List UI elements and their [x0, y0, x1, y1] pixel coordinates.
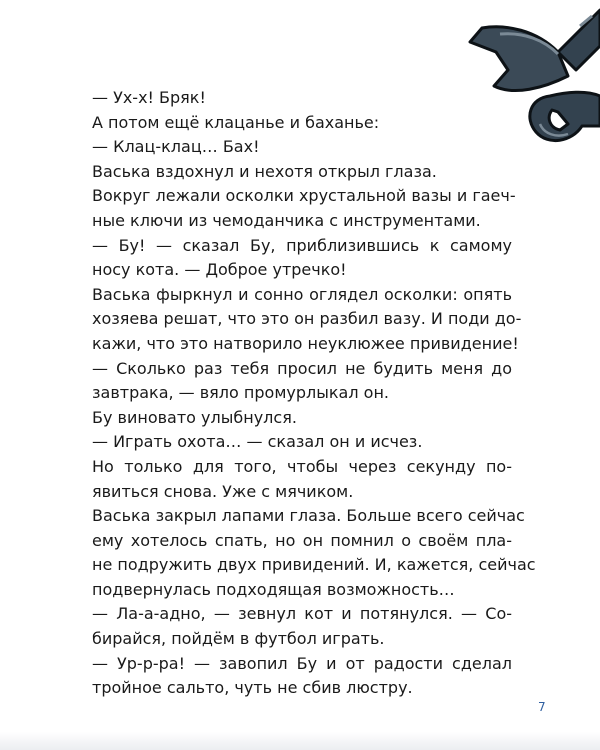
- text-line: завтрака, — вяло промурлыкал он.: [92, 383, 389, 403]
- page-bottom-edge: [0, 732, 600, 750]
- text-line: ные ключи из чемоданчика с инструментами.: [92, 210, 481, 230]
- text-line: Васька фыркнул и сонно оглядел осколки: опять: [92, 284, 512, 304]
- text-line: — Играть охота… — сказал он и исчез.: [92, 432, 423, 452]
- text-line: носу кота. — Доброе утречко!: [92, 260, 347, 280]
- text-line: Но только для того, чтобы через секунду по-: [92, 456, 512, 476]
- text-line: — Клац-клац… Бах!: [92, 137, 260, 157]
- text-line: кажи, что это натворило неуклюжее привидение!: [92, 333, 519, 353]
- text-line: — Бу! — сказал Бу, приблизившись к самому: [92, 235, 512, 255]
- text-line: — Ур-р-ра! — завопил Бу и от радости сделал: [92, 653, 512, 673]
- story-text: [92, 86, 536, 701]
- text-line: бирайся, пойдём в футбол играть.: [92, 629, 385, 649]
- text-line: — Ла-а-адно, — зевнул кот и потянулся. — Со-: [92, 604, 512, 624]
- text-line: ему хотелось спать, но он помнил о своём пла-: [92, 530, 512, 550]
- text-line: не подружить двух привидений. И, кажется, сейчас: [92, 555, 536, 575]
- text-line: подвернулась подходящая возможность…: [92, 579, 455, 599]
- text-line: — Ух-х! Бряк!: [92, 88, 206, 107]
- text-line: тройное сальто, чуть не сбив люстру.: [92, 678, 413, 698]
- text-line: — Сколько раз тебя просил не будить меня до: [92, 358, 512, 378]
- text-line: Васька вздохнул и нехотя открыл глаза.: [92, 161, 437, 181]
- text-line: А потом ещё клацанье и баханье:: [92, 112, 380, 132]
- text-line: явиться снова. Уже с мячиком.: [92, 481, 354, 501]
- page-number: 7: [538, 700, 546, 714]
- text-line: Васька закрыл лапами глаза. Больше всего сейчас: [92, 506, 525, 526]
- text-line: Вокруг лежали осколки хрустальной вазы и гаеч-: [92, 186, 516, 206]
- text-line: Бу виновато улыбнулся.: [92, 407, 297, 427]
- text-line: хозяева решат, что это он разбил вазу. И поди до-: [92, 309, 522, 329]
